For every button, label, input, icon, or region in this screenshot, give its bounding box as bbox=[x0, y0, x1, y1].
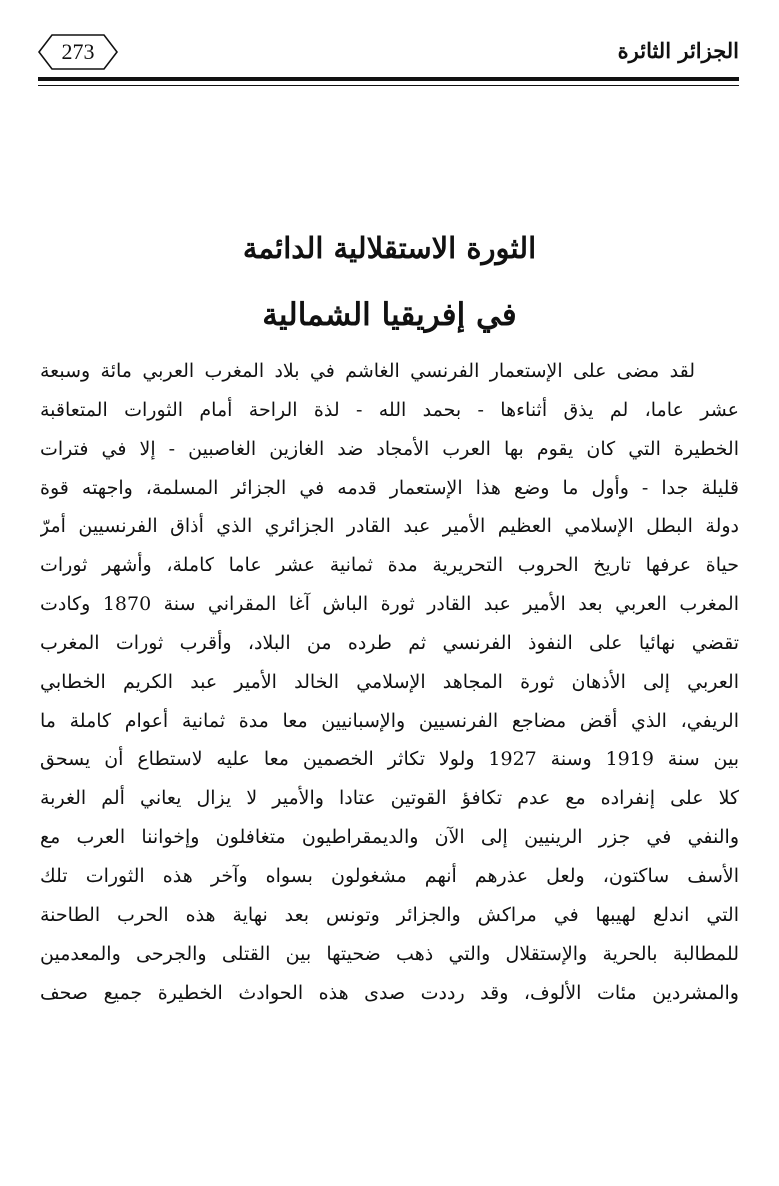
text-line: الخطيرة التي كان يقوم بها العرب الأمجاد ضد الغازين الغاصبين - إلا في فترات bbox=[40, 437, 739, 460]
page-number-badge bbox=[38, 34, 118, 70]
header-rule-thin bbox=[38, 85, 739, 86]
text-line: قليلة جدا - وأول ما وضع هذا الإستعمار قدمه في الجزائر المسلمة، واجهته قوة bbox=[40, 476, 739, 499]
chapter-subtitle: في إفريقيا الشمالية bbox=[262, 297, 517, 333]
text-line: كلا على إنفراده مع عدم تكافؤ القوتين عتادا والأمير لا يزال يعاني ألم الغربة bbox=[40, 787, 739, 810]
page-number: 273 bbox=[61, 39, 95, 64]
header-rule-thick bbox=[38, 77, 739, 81]
text-line: بين سنة 1919 وسنة 1927 ولولا تكاثر الخصمين معا عليه لاستطاع أن يسحق bbox=[40, 748, 739, 771]
body-paragraph bbox=[40, 352, 739, 1012]
text-line: للمطالبة بالحرية والإستقلال والتي ذهب ضحيتها بين القتلى والجرحى والمعدمين bbox=[40, 942, 739, 965]
text-line: الأسف ساكتون، ولعل عذرهم أنهم مشغولون بسواه وآخر هذه الثورات تلك bbox=[40, 864, 739, 887]
text-line: لقد مضى على الإستعمار الفرنسي الغاشم في بلاد المغرب العربي مائة وسبعة bbox=[40, 360, 695, 382]
text-line: دولة البطل الإسلامي العظيم الأمير عبد القادر الجزائري الذي أذاق الفرنسيين أمرّ bbox=[40, 515, 739, 538]
text-line: والنفي في جزر الرينيين إلى الآن والديمقراطيون متغافلون وإخواننا العرب مع bbox=[40, 826, 739, 849]
text-line: والمشردين مئات الألوف، وقد رددت صدى هذه الحوادث الخطيرة جميع صحف bbox=[40, 981, 739, 1004]
chapter-title: الثورة الاستقلالية الدائمة bbox=[242, 231, 537, 265]
text-line: التي اندلع لهيبها في مراكش والجزائر وتونس بعد نهاية هذه الحرب الطاحنة bbox=[40, 903, 739, 926]
text-line: حياة عرفها تاريخ الحروب التحريرية مدة ثمانية عشر عاما كاملة، وأشهر ثورات bbox=[40, 554, 739, 577]
running-title: الجزائر الثائرة bbox=[617, 38, 739, 63]
page-header bbox=[38, 26, 739, 78]
text-line: الريفي، الذي أقض مضاجع الفرنسيين والإسبانيين معا مدة ثمانية أعوام كاملة ما bbox=[40, 709, 739, 732]
text-line: المغرب العربي بعد الأمير عبد القادر ثورة الباش آغا المقراني سنة 1870 وكادت bbox=[40, 593, 739, 616]
text-line: العربي إلى الأذهان ثورة المجاهد الإسلامي الخالد الأمير عبد الكريم الخطابي bbox=[40, 670, 739, 693]
text-line: تقضي نهائيا على النفوذ الفرنسي ثم طرده من البلاد، وأقرب ثورات المغرب bbox=[40, 631, 739, 654]
text-line: عشر عاما، لم يذق أثناءها - بحمد الله - لذة الراحة أمام الثورات المتعاقبة bbox=[40, 398, 739, 421]
